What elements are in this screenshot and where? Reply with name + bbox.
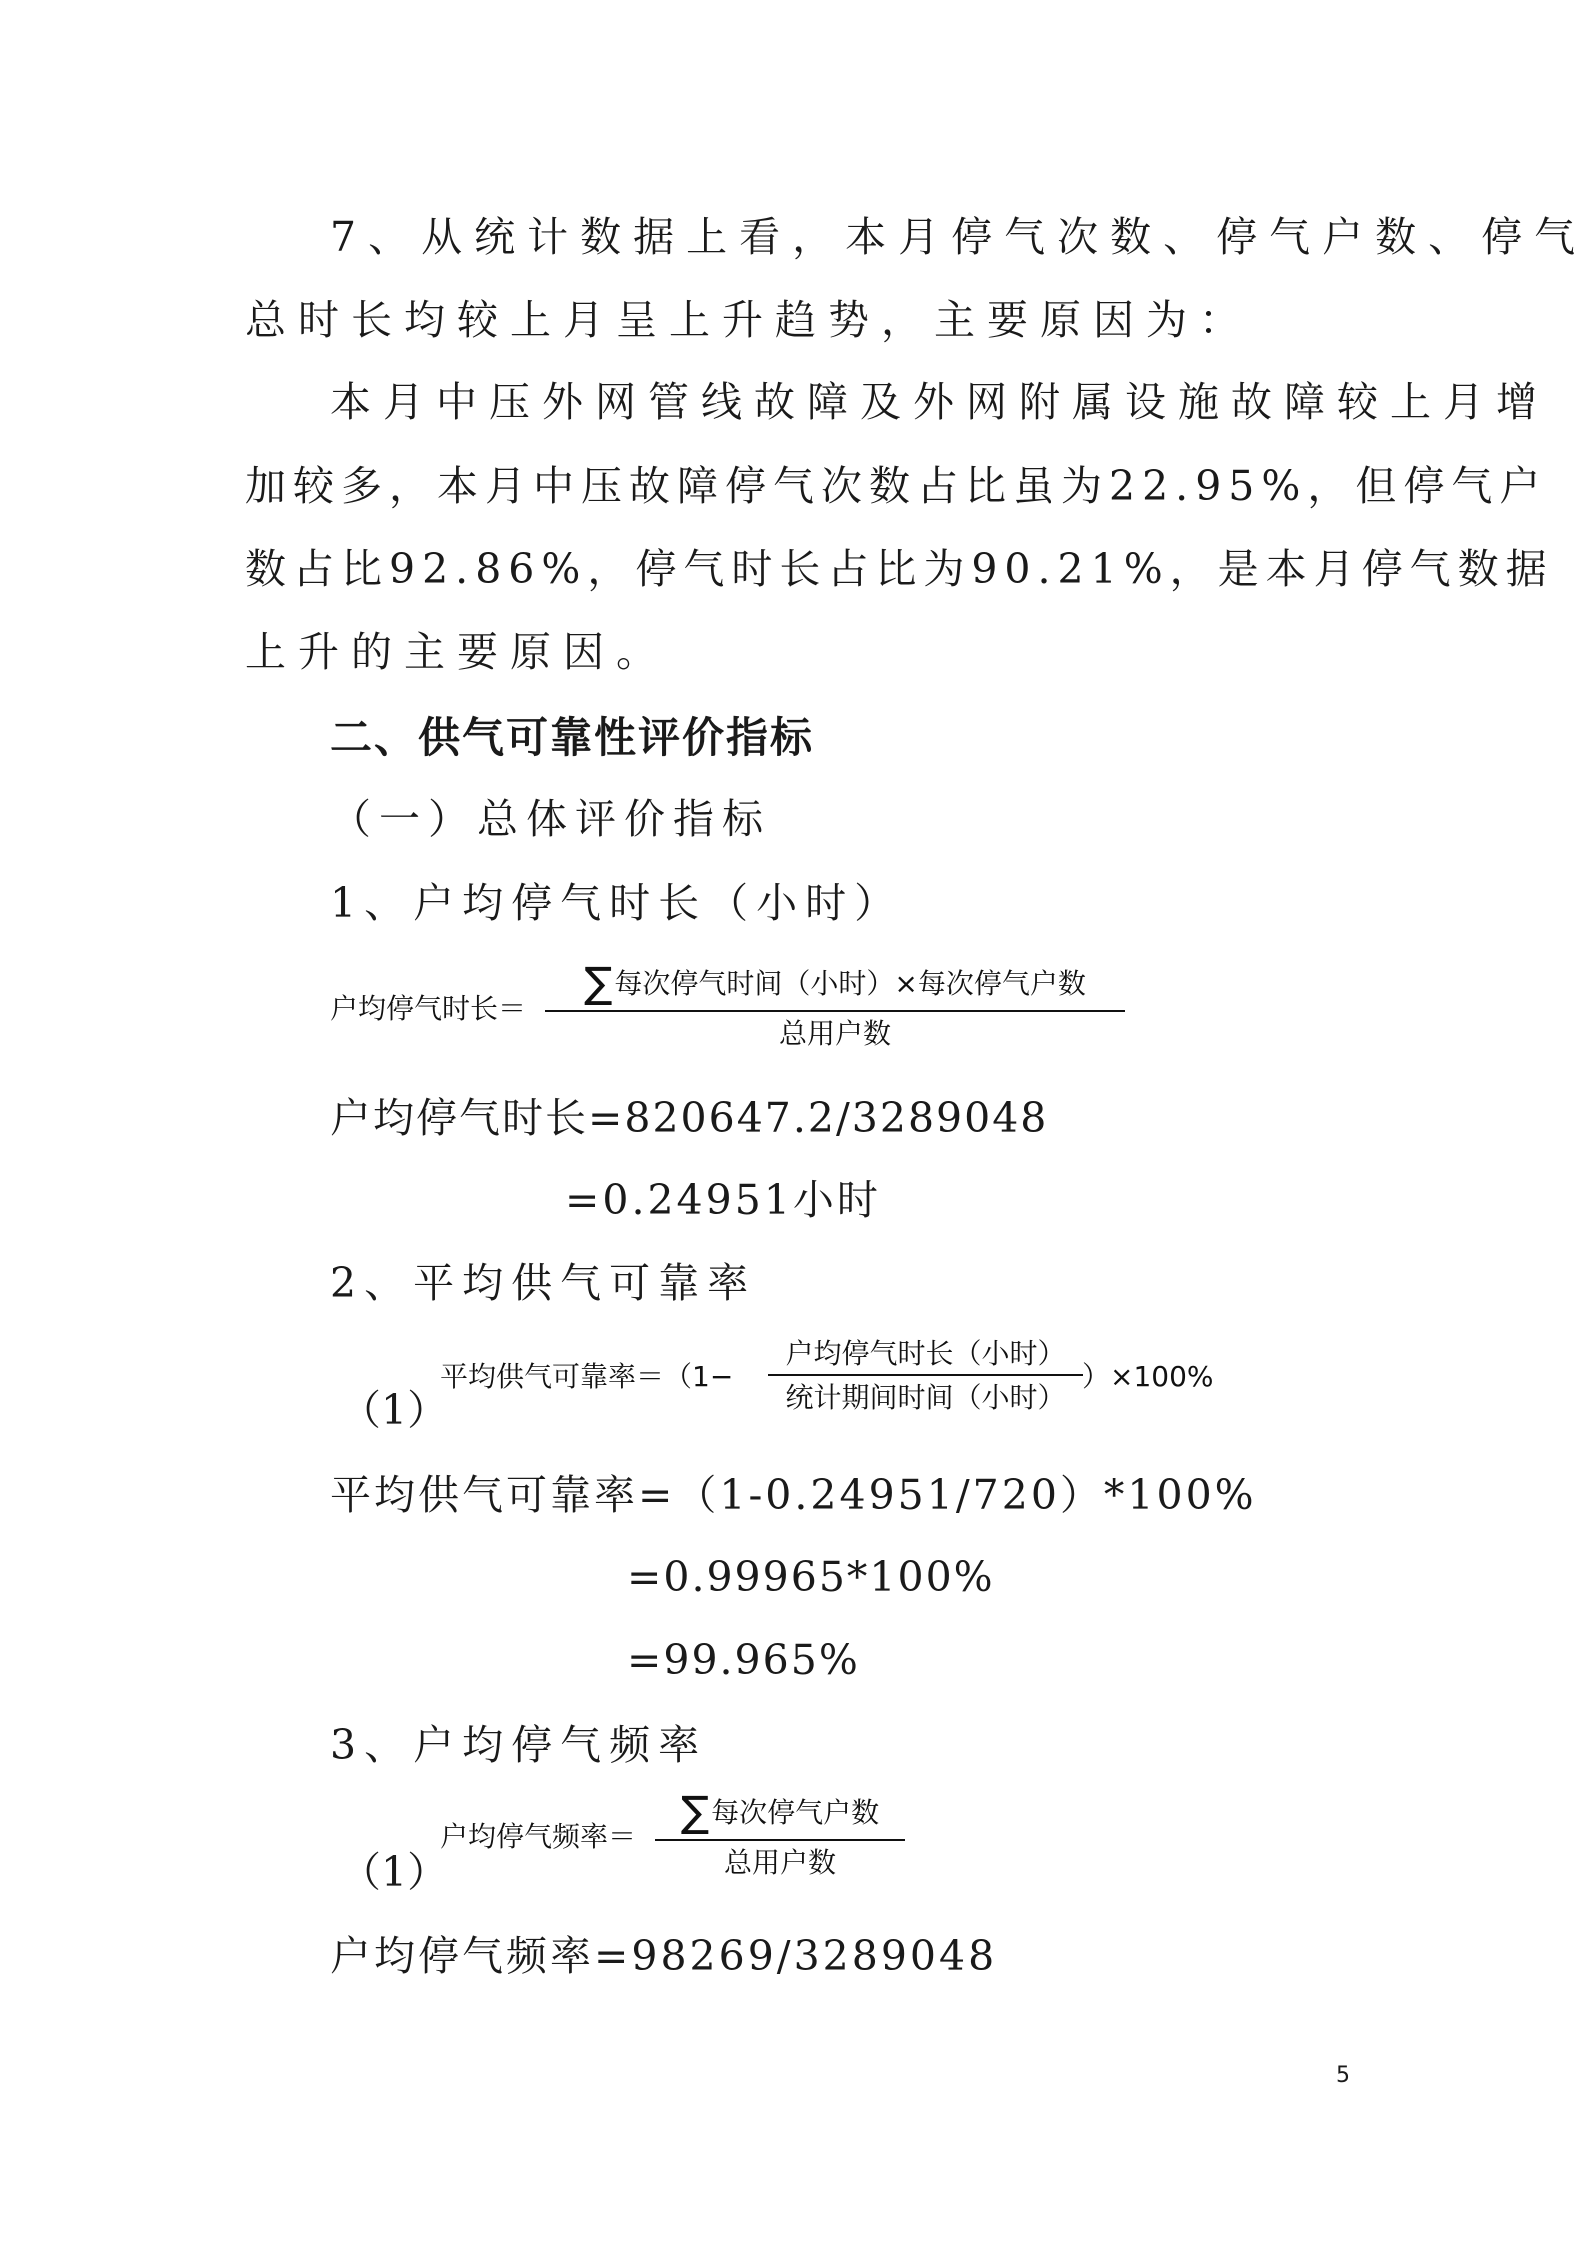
item-2-formula-label: （1） bbox=[340, 1386, 449, 1434]
paragraph-7-line-2: 总时长均较上月呈上升趋势，主要原因为： bbox=[245, 296, 1252, 344]
item-1-formula-denominator: 总用户数 bbox=[778, 1017, 891, 1050]
item-3-formula-denominator: 总用户数 bbox=[723, 1846, 836, 1879]
reason-line-1: 本月中压外网管线故障及外网附属设施故障较上月增 bbox=[330, 378, 1549, 426]
item-3-formula-numerator bbox=[655, 1787, 905, 1841]
reason-line-4: 上升的主要原因。 bbox=[245, 628, 669, 676]
paragraph-7-line-1: 7、从统计数据上看，本月停气次数、停气户数、停气 bbox=[330, 213, 1587, 261]
reason-line-2: 加较多，本月中压故障停气次数占比虽为22.95%，但停气户 bbox=[245, 462, 1548, 510]
subsection-1-title: （一）总体评价指标 bbox=[330, 795, 771, 843]
item-2-formula-fraction bbox=[768, 1337, 1083, 1414]
section-2-title: 二、供气可靠性评价指标 bbox=[330, 713, 815, 762]
item-1-calc-1: 户均停气时长=820647.2/3289048 bbox=[330, 1094, 1049, 1142]
item-3-formula-lhs: 户均停气频率＝ bbox=[440, 1820, 637, 1853]
reason-line-3: 数占比92.86%，停气时长占比为90.21%，是本月停气数据 bbox=[245, 545, 1554, 593]
item-3-formula-fraction bbox=[655, 1787, 905, 1879]
item-1-calc-2: =0.24951小时 bbox=[565, 1176, 881, 1224]
item-1-title: 1、户均停气时长（小时） bbox=[330, 879, 904, 927]
item-2-calc-3: =99.965% bbox=[627, 1636, 860, 1684]
item-3-numerator-text: 每次停气户数 bbox=[711, 1796, 880, 1829]
item-1-numerator-text: 每次停气时间（小时）×每次停气户数 bbox=[614, 967, 1086, 1000]
page-number: 5 bbox=[1336, 2063, 1350, 2088]
item-3-title: 3、户均停气频率 bbox=[330, 1721, 708, 1769]
item-2-formula-lhs: 平均供气可靠率＝（1− bbox=[440, 1360, 734, 1393]
item-2-calc-1: 平均供气可靠率=（1-0.24951/720）*100% bbox=[330, 1471, 1257, 1519]
item-3-calc-1: 户均停气频率=98269/3289048 bbox=[330, 1932, 998, 1980]
item-2-formula-rhs: ）×100% bbox=[1082, 1360, 1214, 1393]
item-1-formula-lhs: 户均停气时长＝ bbox=[330, 992, 527, 1025]
item-2-formula-numerator: 户均停气时长（小时） bbox=[768, 1340, 1083, 1376]
item-2-title: 2、平均供气可靠率 bbox=[330, 1259, 757, 1307]
sum-symbol: ∑ bbox=[584, 958, 613, 1007]
item-3-formula-label: （1） bbox=[340, 1848, 449, 1896]
item-2-formula-denominator: 统计期间时间（小时） bbox=[785, 1381, 1066, 1414]
sum-symbol: ∑ bbox=[680, 1787, 710, 1836]
item-2-calc-2: =0.99965*100% bbox=[627, 1553, 995, 1601]
item-1-formula-numerator bbox=[545, 958, 1125, 1012]
item-1-formula-fraction bbox=[545, 958, 1125, 1050]
